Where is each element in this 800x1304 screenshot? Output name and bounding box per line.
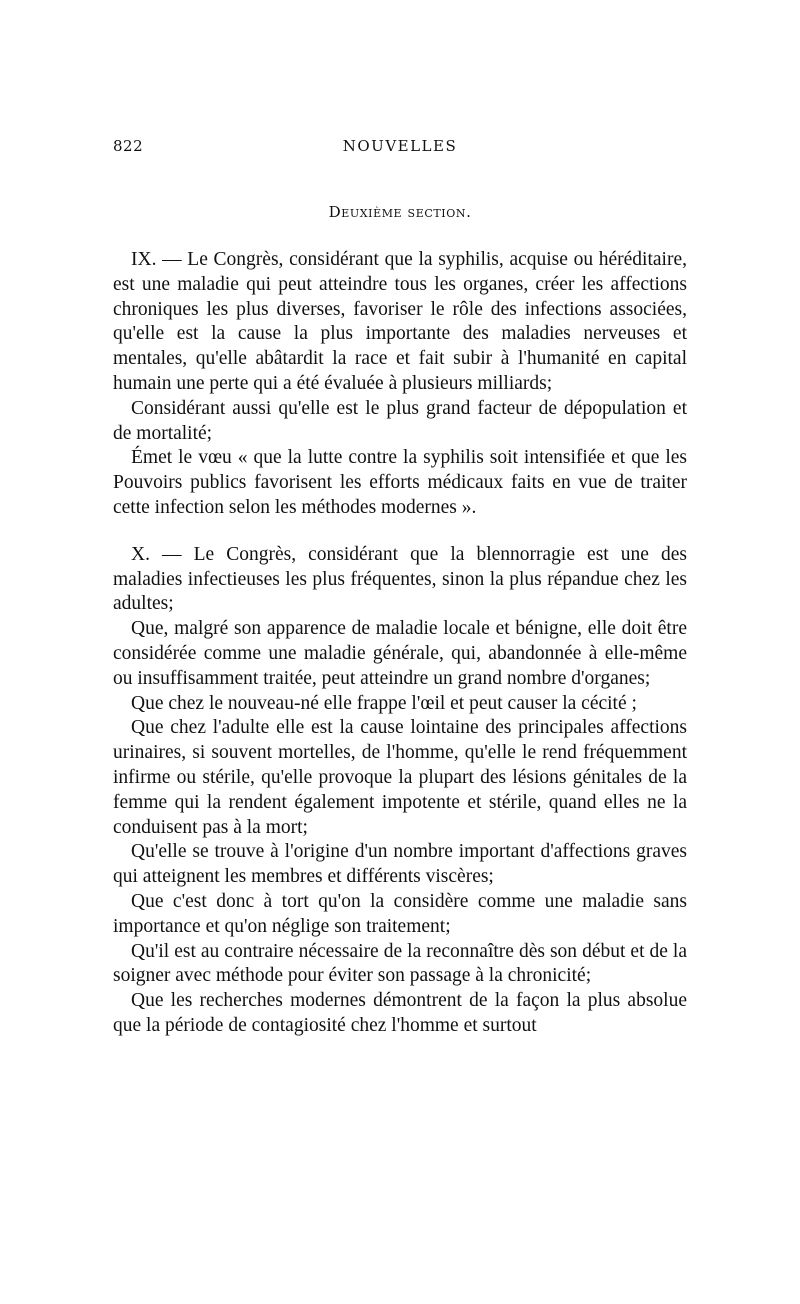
body-text <box>113 248 687 1039</box>
paragraph-x-contraire: Qu'il est au contraire nécessaire de la reconnaître dès son début et de la soigner avec méthode pour éviter son passage à la chronicité; <box>113 940 687 987</box>
paragraph-ix-intro: IX. — Le Congrès, considérant que la syphilis, acquise ou héréditaire, est une maladie qui peut atteindre tous les organes, créer les affections chroniques les plus diverses, favoriser le rôle des infections associées, qu'elle est la cause la plus importante des maladies nerveuses et mentales, qu'elle abâtardit la race et fait subir à l'humanité en capital humain une perte qui a été évaluée à plusieurs milliards; <box>113 249 687 394</box>
paragraph-x-recherches: Que les recherches modernes démontrent de la façon la plus absolue que la période de contagiosité chez l'homme et surtout <box>113 990 687 1036</box>
paragraph-x-locale: Que, malgré son apparence de maladie locale et bénigne, elle doit être considérée comme une maladie générale, qui, abandonnée à elle-même ou insuffisamment traitée, peut atteindre un grand nombre d'organes; <box>113 618 687 689</box>
running-head <box>113 137 687 157</box>
running-title: NOUVELLES <box>342 137 458 155</box>
section-heading: Deuxième section. <box>328 203 472 221</box>
paragraph-x-nouveau-ne: Que chez le nouveau-né elle frappe l'œil et peut causer la cécité ; <box>131 692 637 714</box>
paragraph-x-tort: Que c'est donc à tort qu'on la considère comme une maladie sans importance et qu'on néglige son traitement; <box>113 890 687 937</box>
paragraph-ix-voeu: Émet le vœu « que la lutte contre la syphilis soit intensifiée et que les Pouvoirs publics favorisent les efforts médicaux faits en vue de traiter cette infection selon les méthodes modernes ». <box>113 447 687 518</box>
paragraph-x-intro: X. — Le Congrès, considérant que la blennorragie est une des maladies infectieuses les plus fréquentes, sinon la plus répandue chez les adultes; <box>113 543 687 615</box>
paragraph-x-adulte: Que chez l'adulte elle est la cause lointaine des principales affections urinaires, si souvent mortelles, de l'homme, qu'elle le rend fréquemment infirme ou stérile, qu'elle provoque la plupart des lésions génitales de la femme qui la rendent également impotente et stérile, quand elles ne la conduisent pas à la mort; <box>113 717 687 838</box>
paragraph-x-origine: Qu'elle se trouve à l'origine d'un nombre important d'affections graves qui atteignent les membres et différents viscères; <box>113 841 687 888</box>
paragraph-ix-considerant: Considérant aussi qu'elle est le plus grand facteur de dépopulation et de mortalité; <box>113 397 687 444</box>
page-number: 822 <box>113 137 144 155</box>
